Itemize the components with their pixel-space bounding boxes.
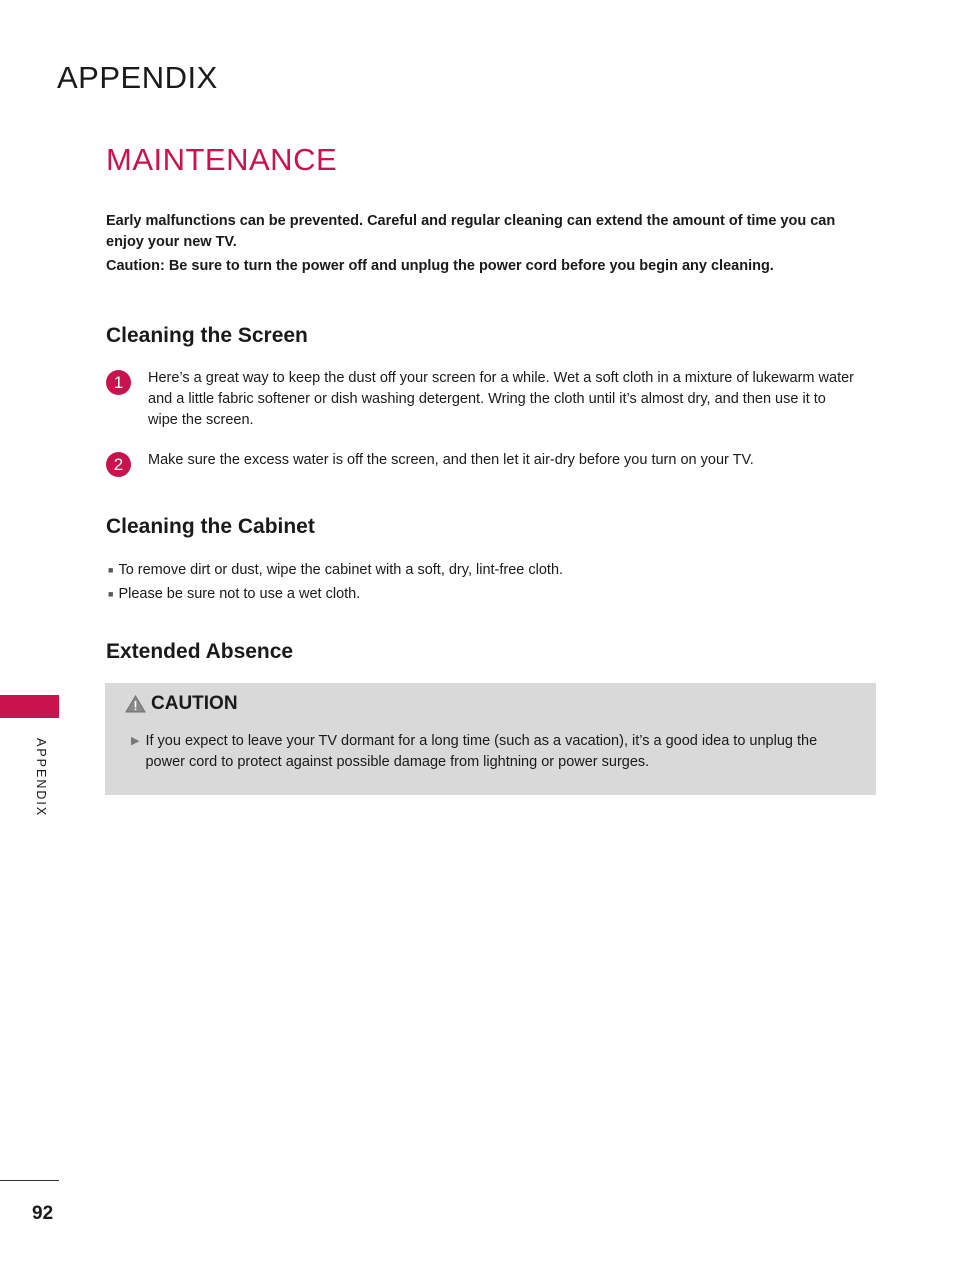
list-item-text: To remove dirt or dust, wipe the cabinet with a soft, dry, lint-free cloth. (118, 562, 564, 578)
step-number-badge: 1 (106, 370, 131, 395)
footer-rule (0, 1180, 59, 1181)
intro-text (106, 211, 866, 280)
list-item (108, 582, 563, 606)
caution-label: CAUTION (151, 693, 238, 714)
page-number: 92 (32, 1203, 54, 1224)
intro-paragraph: Early malfunctions can be prevented. Careful and regular cleaning can extend the amount of time you can enjoy your new TV. (106, 213, 836, 250)
extended-absence-heading: Extended Absence (106, 640, 294, 663)
sidebar-label: APPENDIX (34, 738, 48, 818)
list-item-text: Please be sure not to use a wet cloth. (118, 586, 361, 602)
square-bullet-icon: ■ (108, 565, 114, 575)
caution-text-body: If you expect to leave your TV dormant for a long time (such as a vacation), it’s a good idea to unplug the power cord to protect against possible damage from lightning or power surges. (145, 733, 818, 770)
caution-box (105, 683, 876, 795)
step-number-badge: 2 (106, 452, 131, 477)
triangle-right-icon: ▶ (131, 735, 140, 747)
screen-step-1 (106, 368, 866, 431)
intro-caution-paragraph: Caution: Be sure to turn the power off and unplug the power cord before you begin any cleaning. (106, 258, 774, 274)
list-item (108, 558, 563, 582)
caution-text (131, 731, 846, 773)
cleaning-screen-heading: Cleaning the Screen (106, 324, 308, 347)
screen-step-2 (106, 450, 866, 477)
cleaning-cabinet-heading: Cleaning the Cabinet (106, 515, 315, 538)
caution-header (125, 693, 238, 715)
cabinet-bullet-list (108, 558, 563, 606)
step-text: Here’s a great way to keep the dust off your screen for a while. Wet a soft cloth in a mixture of lukewarm water and a little fabric softener or dish washing detergent. Wring the cloth until it’s almost dry, and then use it to wipe the screen. (148, 370, 854, 428)
section-header: APPENDIX (57, 60, 218, 95)
warning-triangle-icon (125, 695, 146, 713)
sidebar-tab (0, 695, 59, 718)
step-text: Make sure the excess water is off the screen, and then let it air-dry before you turn on your TV. (148, 452, 754, 468)
square-bullet-icon: ■ (108, 589, 114, 599)
page-title: MAINTENANCE (106, 142, 338, 177)
